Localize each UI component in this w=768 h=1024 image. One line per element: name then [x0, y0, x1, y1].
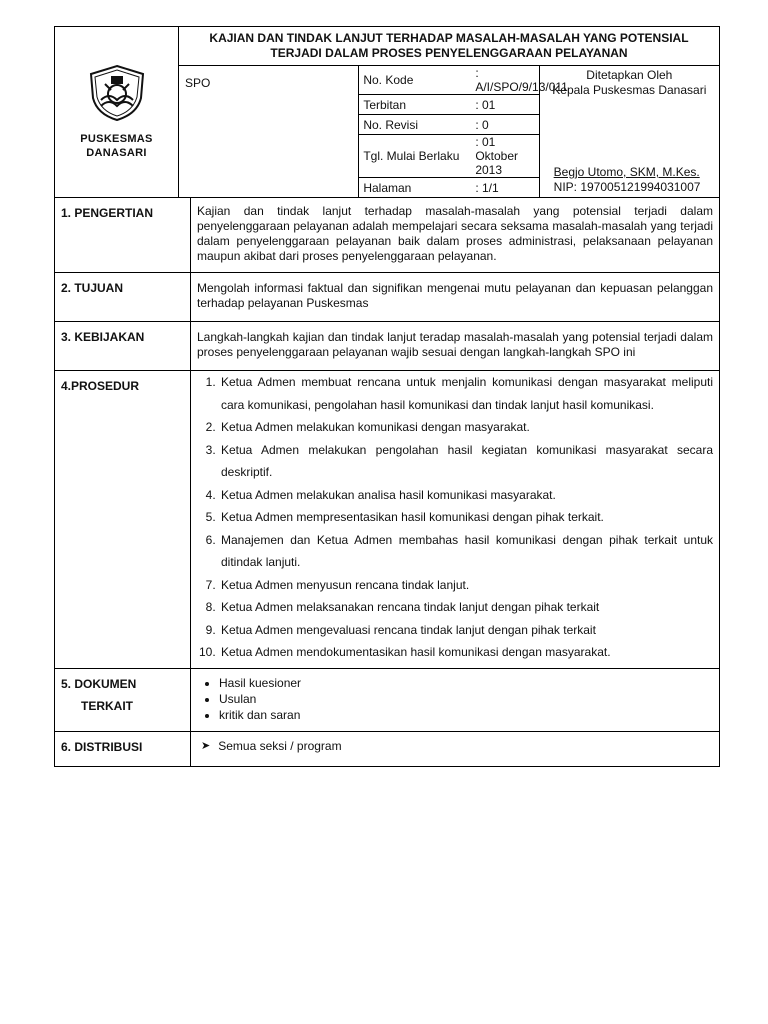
section-label: 2. TUJUAN [55, 273, 191, 322]
procedure-list-cell [191, 371, 720, 669]
meta-label: Tgl. Mulai Berlaku [359, 135, 471, 178]
arrow-bullet-icon: ➤ [201, 739, 211, 752]
procedure-list [197, 371, 713, 664]
meta-label: No. Kode [359, 66, 471, 95]
list-item: 7. Ketua Admen menyusun rencana tindak lanjut. [219, 574, 713, 597]
list-item: 5. Ketua Admen mempresentasikan hasil komunikasi dengan pihak terkait. [219, 506, 713, 529]
section-label: 1. PENGERTIAN [55, 198, 191, 273]
list-item: 4. Ketua Admen melakukan analisa hasil komunikasi masyarakat. [219, 484, 713, 507]
signatory-nip: NIP: 197005121994031007 [553, 180, 701, 194]
meta-value: : 01 Oktober 2013 [471, 135, 538, 178]
meta-label: No. Revisi [359, 115, 471, 135]
logo-cell [55, 27, 179, 198]
section-pengertian [55, 198, 720, 273]
section-prosedur [55, 371, 720, 669]
section-text: Langkah-langkah kajian dan tindak lanjut teradap masalah-masalah yang potensial terjadi dalam proses penyelenggaraan pelayanan wajib sesuai dengan langkah-langkah SPO ini [191, 322, 720, 371]
list-item: 10. Ketua Admen mendokumentasikan hasil komunikasi dengan masyarakat. [219, 641, 713, 664]
list-item: 1. Ketua Admen membuat rencana untuk menjalin komunikasi dengan masyarakat meliputi cara komunikasi, pengolahan hasil komunikasi dan tindak lanjut hasil komunikasi. [219, 371, 713, 416]
list-item: 6. Manajemen dan Ketua Admen membahas hasil komunikasi dengan pihak terkait untuk ditindak lanjuti. [219, 529, 713, 574]
approval-label: Ditetapkan Oleh [586, 68, 673, 82]
list-item: ➤ Semua seksi / program [201, 738, 342, 753]
section-label: 6. DISTRIBUSI [55, 731, 191, 766]
org-name-line2: DANASARI [86, 147, 147, 159]
section-distribusi [55, 731, 720, 766]
section-label: 3. KEBIJAKAN [55, 322, 191, 371]
section-kebijakan [55, 322, 720, 371]
list-item: • kritik dan saran [219, 707, 713, 723]
approval-position: Kepala Puskesmas Danasari [552, 83, 707, 97]
list-item: 3. Ketua Admen melakukan pengolahan hasil kegiatan komunikasi masyarakat secara deskriptif. [219, 439, 713, 484]
org-name-line1: PUSKESMAS [80, 133, 153, 145]
doc-type: SPO [179, 66, 359, 198]
meta-label: Halaman [363, 180, 412, 195]
meta-label: Terbitan [359, 95, 471, 115]
meta-value: : A/I/SPO/9/13/011 [471, 66, 538, 95]
section-dokumen [55, 668, 720, 731]
meta-info [359, 66, 568, 198]
list-item: 8. Ketua Admen melaksanakan rencana tindak lanjut dengan pihak terkait [219, 596, 713, 619]
regency-emblem-icon [87, 64, 147, 122]
section-tujuan [55, 273, 720, 322]
signatory-name: Begjo Utomo, SKM, M.Kes. [553, 165, 700, 179]
meta-value: : 01 [471, 95, 538, 115]
meta-value: : 1/1 [475, 180, 499, 195]
approval-block [539, 66, 719, 198]
content-table [54, 197, 720, 767]
header-table [54, 26, 720, 198]
list-item: 9. Ketua Admen mengevaluasi rencana tindak lanjut dengan pihak terkait [219, 619, 713, 642]
list-item: • Usulan [219, 691, 713, 707]
list-item: 2. Ketua Admen melakukan komunikasi dengan masyarakat. [219, 416, 713, 439]
section-label: 5. DOKUMEN TERKAIT [55, 668, 191, 731]
related-documents-list [197, 675, 713, 723]
section-text: Kajian dan tindak lanjut terhadap masalah-masalah yang potensial terjadi dalam penyelenggaraan pelayanan adalah mempelajari secara seksama masalah-masalah yang terjadi dalam penyelenggaraan pelayanan baik dalam proses administrasi, pelaksanaan pelayanan maupun akibat dari proses penyelenggaraan pelayanan. [191, 198, 720, 273]
section-text: Mengolah informasi faktual dan signifikan mengenai mutu pelayanan dan kepuasan pelanggan terhadap pelayanan Puskesmas [191, 273, 720, 322]
document-title: KAJIAN DAN TINDAK LANJUT TERHADAP MASALAH-MASALAH YANG POTENSIAL TERJADI DALAM PROSES PENYELENGGARAAN PELAYANAN [179, 27, 720, 66]
spo-document [54, 26, 720, 767]
meta-value: : 0 [471, 115, 538, 135]
section-label: 4.PROSEDUR [55, 371, 191, 669]
list-item: • Hasil kuesioner [219, 675, 713, 691]
